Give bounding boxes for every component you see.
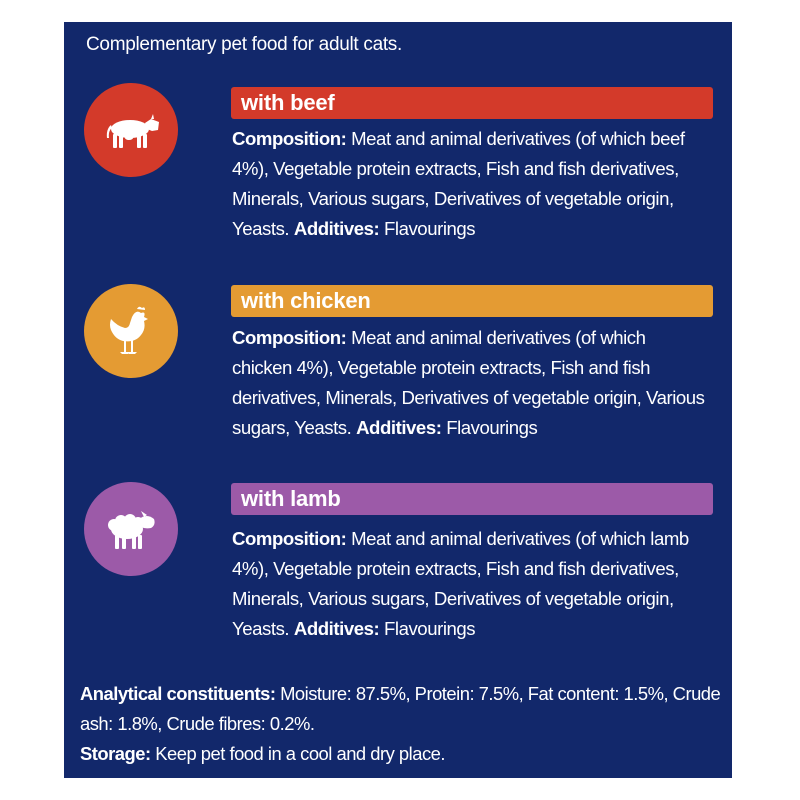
footer-info: [80, 679, 728, 769]
flavour-title-lamb: with lamb: [231, 483, 713, 515]
composition-beef: [232, 124, 710, 244]
composition-chicken: [232, 323, 710, 443]
storage-label: Storage:: [80, 743, 151, 764]
storage-info: [80, 739, 728, 769]
chicken-badge: [84, 284, 178, 378]
lamb-badge: [84, 482, 178, 576]
analytical-label: Analytical constituents:: [80, 683, 276, 704]
additives-text: Flavourings: [446, 417, 538, 438]
label-panel: [64, 22, 732, 778]
composition-lamb: [232, 524, 710, 644]
analytical-constituents: [80, 679, 728, 739]
cow-icon: [99, 98, 163, 162]
beef-badge: [84, 83, 178, 177]
storage-text: Keep pet food in a cool and dry place.: [155, 743, 446, 764]
composition-label: Composition:: [232, 528, 347, 549]
composition-label: Composition:: [232, 327, 347, 348]
composition-text: Meat and animal derivatives (of which beef 4%), Vegetable protein extracts, Fish and fish derivatives, Minerals, Various sugars, Derivatives of vegetable origin, Yeasts.: [232, 128, 685, 239]
flavour-title-chicken: with chicken: [231, 285, 713, 317]
composition-text: Meat and animal derivatives (of which chicken 4%), Vegetable protein extracts, Fish and fish derivatives, Minerals, Derivatives of vegetable origin, Various sugars, Yeasts.: [232, 327, 705, 438]
analytical-text: Moisture: 87.5%, Protein: 7.5%, Fat content: 1.5%, Crude ash: 1.8%, Crude fibres: 0.2%.: [80, 683, 721, 734]
additives-label: Additives:: [293, 218, 380, 239]
additives-label: Additives:: [356, 417, 442, 438]
chicken-icon: [99, 299, 163, 363]
additives-text: Flavourings: [383, 618, 476, 639]
lamb-icon: [99, 497, 163, 561]
additives-text: Flavourings: [383, 218, 476, 239]
composition-label: Composition:: [232, 128, 347, 149]
intro-text: Complementary pet food for adult cats.: [86, 34, 402, 55]
flavour-title-beef: with beef: [231, 87, 713, 119]
composition-text: Meat and animal derivatives (of which lamb 4%), Vegetable protein extracts, Fish and fish derivatives, Minerals, Various sugars, Derivatives of vegetable origin, Yeasts.: [232, 528, 689, 639]
additives-label: Additives:: [293, 618, 380, 639]
